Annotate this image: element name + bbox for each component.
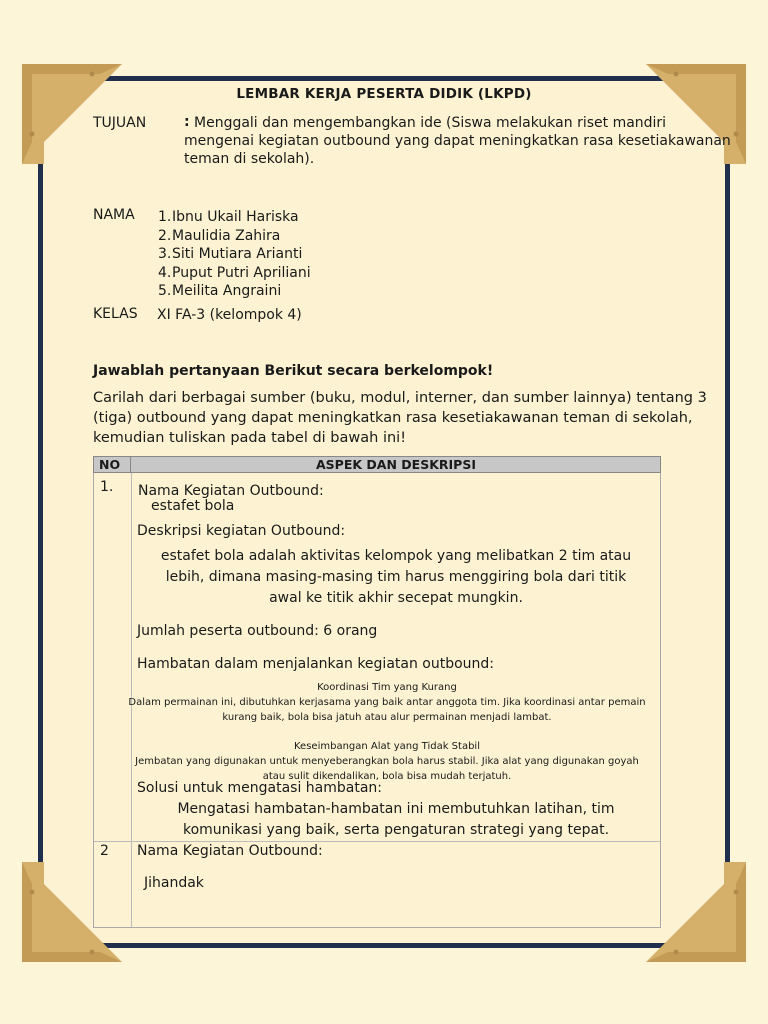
row1-deskripsi-line-3: awal ke titik akhir secepat mungkin. — [269, 590, 523, 606]
tujuan-label: TUJUAN — [93, 115, 147, 131]
row1-nama-label: Nama Kegiatan Outbound: — [138, 483, 324, 499]
document-title: LEMBAR KERJA PESERTA DIDIK (LKPD) — [236, 86, 532, 102]
row1-hambatan2-line-2: atau sulit dikendalikan, bola bisa mudah terjatuh. — [262, 771, 512, 782]
member-item: 5.Meilita Angraini — [158, 283, 282, 299]
row1-deskripsi-label: Deskripsi kegiatan Outbound: — [137, 523, 346, 539]
tujuan-colon: : — [184, 114, 190, 130]
member-item: 4.Puput Putri Apriliani — [158, 264, 311, 281]
row1-solusi-label: Solusi untuk mengatasi hambatan: — [137, 780, 383, 796]
member-item: 1.Ibnu Ukail Hariska — [158, 209, 299, 225]
row1-hambatan2-line-1: Jembatan yang digunakan untuk menyeberangkan bola harus stabil. Jika alat yang digunakan goyah — [135, 756, 639, 767]
row1-solusi-line-2: komunikasi yang baik, serta pengaturan strategi yang tepat. — [182, 822, 610, 838]
tujuan-line-1: Menggali dan mengembangkan ide (Siswa melakukan riset mandiri — [194, 115, 667, 131]
row1-nama-value: estafet bola — [151, 498, 235, 514]
member-item: 3.Siti Mutiara Arianti — [158, 246, 303, 262]
tujuan-line-3: teman di sekolah). — [184, 151, 315, 167]
row1-hambatan1-line-1: Dalam permainan ini, dibutuhkan kerjasama yang baik antar anggota tim. Jika koordinasi antar pemain — [128, 697, 646, 708]
kelas-label: KELAS — [93, 306, 138, 322]
instruction-line-2: (tiga) outbound yang dapat meningkatkan rasa kesetiakawanan teman di sekolah, — [93, 410, 693, 426]
row1-hambatan1-line-2: kurang baik, bola bisa jatuh atau alur permainan menjadi lambat. — [222, 712, 552, 723]
row1-hambatan1-title: Koordinasi Tim yang Kurang — [317, 682, 457, 693]
row1-deskripsi-line-1: estafet bola adalah aktivitas kelompok yang melibatkan 2 tim atau — [160, 548, 632, 564]
row1-hambatan2-title: Keseimbangan Alat yang Tidak Stabil — [294, 741, 480, 752]
instruction-heading: Jawablah pertanyaan Berikut secara berkelompok! — [93, 363, 494, 379]
instruction-line-3: kemudian tuliskan pada tabel di bawah ini! — [93, 430, 407, 446]
nama-label: NAMA — [93, 207, 135, 223]
row2-no: 2 — [100, 843, 109, 859]
member-list — [158, 208, 311, 301]
row-divider — [94, 841, 660, 842]
tujuan-line-2: mengenai kegiatan outbound yang dapat meningkatkan rasa kesetiakawanan — [184, 133, 731, 149]
instruction-line-1: Carilah dari berbagai sumber (buku, modul, interner, dan sumber lainnya) tentang 3 — [93, 390, 707, 406]
header-divider — [130, 457, 131, 472]
row2-nama-label: Nama Kegiatan Outbound: — [137, 843, 323, 859]
member-item: 2.Maulidia Zahira — [158, 227, 281, 244]
row1-hambatan-label: Hambatan dalam menjalankan kegiatan outbound: — [137, 656, 495, 672]
kelas-value: XI FA-3 (kelompok 4) — [157, 307, 302, 323]
row1-no: 1. — [100, 479, 114, 495]
row1-jumlah-peserta: Jumlah peserta outbound: 6 orang — [137, 623, 378, 639]
row2-nama-value: Jihandak — [144, 875, 204, 891]
header-no: NO — [99, 457, 121, 472]
row1-solusi-line-1: Mengatasi hambatan-hambatan ini membutuhkan latihan, tim — [177, 801, 615, 817]
row1-deskripsi-line-2: lebih, dimana masing-masing tim harus menggiring bola dari titik — [165, 569, 627, 585]
corner-ornament-bottom-right — [646, 862, 746, 962]
table-header — [93, 456, 661, 473]
corner-ornament-top-left — [22, 64, 122, 164]
header-aspek: ASPEK DAN DESKRIPSI — [316, 457, 476, 472]
